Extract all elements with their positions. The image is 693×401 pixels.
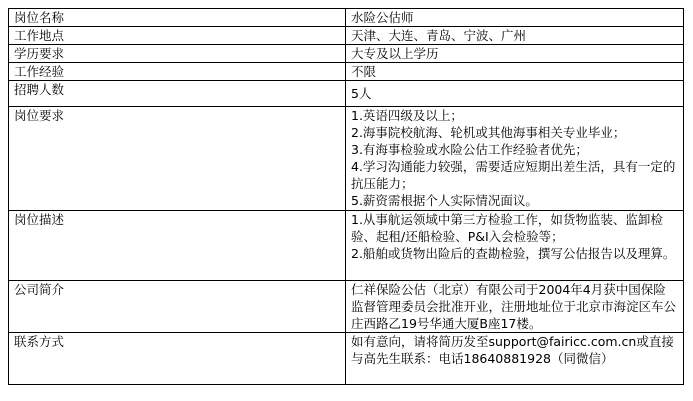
- value-education: [346, 45, 684, 63]
- row-location: [9, 27, 684, 45]
- row-requirements: [9, 107, 684, 211]
- row-position: [9, 9, 684, 27]
- row-contact: [9, 333, 684, 385]
- value-line: 3.有海事检验或水险公估工作经验者优先；: [351, 142, 588, 157]
- value-line: 如有意向，请将简历发至support@fairicc.com.cn或直接与高先生联系：电话18640881928（同微信）: [351, 334, 674, 366]
- label-position: 岗位名称: [9, 9, 346, 27]
- value-description: [346, 211, 684, 281]
- row-headcount: [9, 81, 684, 107]
- label-requirements: 岗位要求: [9, 107, 346, 211]
- value-requirements: [346, 107, 684, 211]
- value-line: 2.海事院校航海、轮机或其他海事相关专业毕业；: [351, 125, 626, 140]
- row-company: [9, 281, 684, 333]
- value-line: 天津、大连、青岛、宁波、广州: [351, 28, 527, 43]
- row-education: [9, 45, 684, 63]
- value-company: [346, 281, 684, 333]
- value-line: 2.船舶或货物出险后的查勘检验，撰写公估报告以及理算。: [351, 246, 676, 261]
- label-contact: 联系方式: [9, 333, 346, 385]
- value-position: [346, 9, 684, 27]
- label-company: 公司简介: [9, 281, 346, 333]
- label-location: 工作地点: [9, 27, 346, 45]
- value-line: 1.英语四级及以上；: [351, 108, 463, 123]
- value-headcount: [346, 81, 684, 107]
- value-line: 5.薪资需根据个人实际情况面议。: [351, 193, 538, 208]
- row-description: [9, 211, 684, 281]
- row-experience: [9, 63, 684, 81]
- value-experience: [346, 63, 684, 81]
- label-description: 岗位描述: [9, 211, 346, 281]
- value-line: 1.从事航运领域中第三方检验工作，如货物监装、监卸检验、起租/还船检验、P&I入会检验等；: [351, 212, 663, 244]
- value-location: [346, 27, 684, 45]
- value-line: 不限: [351, 64, 377, 79]
- value-line: 4.学习沟通能力较强，需要适应短期出差生活，具有一定的抗压能力；: [351, 159, 676, 191]
- value-line: 仁祥保险公估（北京）有限公司于2004年4月获中国保险监督管理委员会批准开业，注册地址位于北京市海淀区车公庄西路乙19号华通大厦B座17楼。: [351, 282, 677, 331]
- value-line: 水险公估师: [351, 10, 414, 25]
- value-contact: [346, 333, 684, 385]
- value-line: 5人: [351, 86, 372, 101]
- label-headcount: 招聘人数: [9, 81, 346, 107]
- job-posting-table: [8, 8, 684, 385]
- label-education: 学历要求: [9, 45, 346, 63]
- value-line: 大专及以上学历: [351, 46, 439, 61]
- label-experience: 工作经验: [9, 63, 346, 81]
